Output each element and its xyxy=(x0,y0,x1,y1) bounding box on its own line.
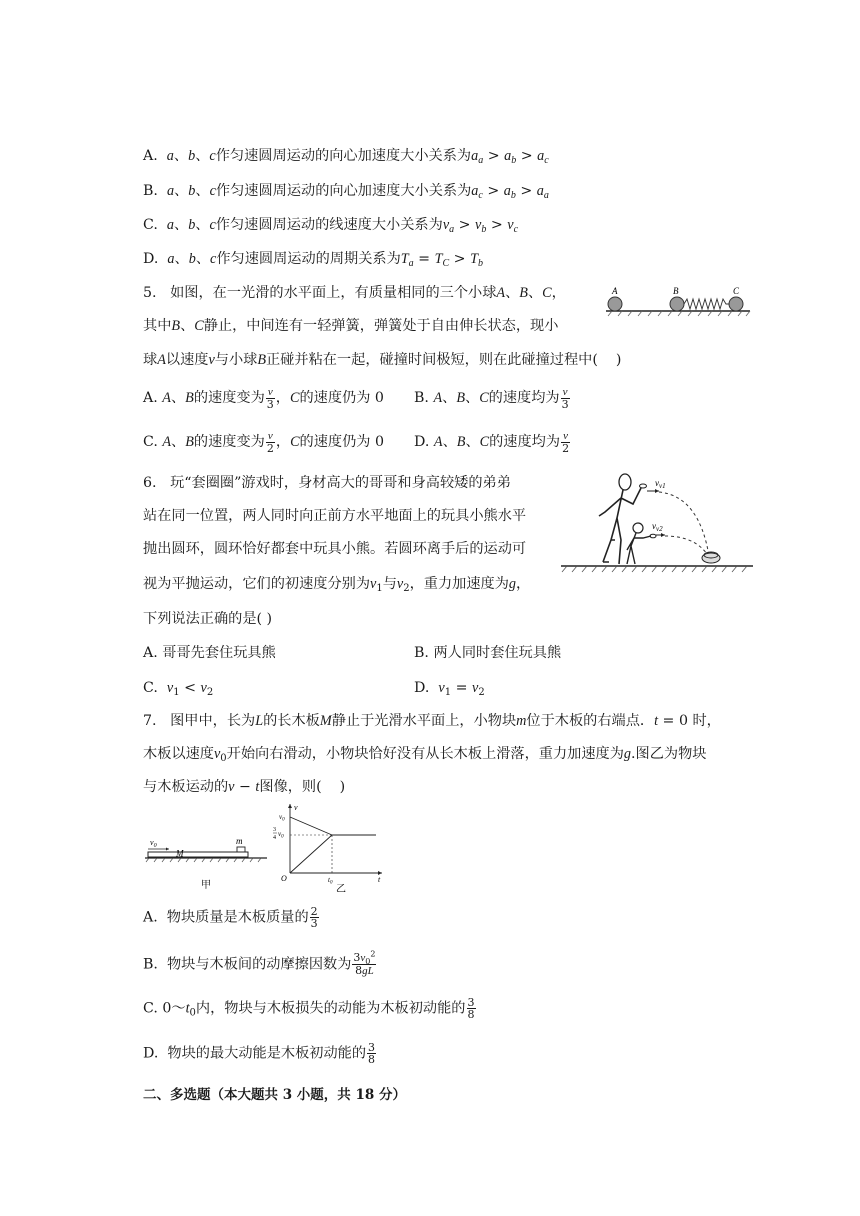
q7-fig-jia xyxy=(143,832,269,892)
q7-option-a: A. 物块质量是木板质量的 $\frac{2}{3}$ xyxy=(143,905,318,930)
tick-three-quarter-den: 4 xyxy=(273,835,276,841)
q6-stem-line-3: 抛出圆环，圆环恰好都套中玩具小熊。若圆环离手后的运动可 xyxy=(143,541,527,557)
q5-option-d: D. A、B、C的速度均为 $\frac{v}{2}$ xyxy=(414,430,570,455)
q4-option-d: D. a、b、c作匀速圆周运动的周期关系为$T_a = T_C > T_b$ xyxy=(143,251,483,269)
v0-label-jia: $v_0$ xyxy=(150,838,157,849)
caption-jia: 甲 xyxy=(201,880,211,891)
ball-b-label: B xyxy=(673,286,679,296)
q6-stem-line-5: 下列说法正确的是( ) xyxy=(143,611,273,627)
q6-option-d: D. $v_1 = v_2$ xyxy=(414,680,485,698)
v2-label: $v_{v2}$ xyxy=(652,521,663,533)
m-label: m xyxy=(236,836,243,846)
q6-option-c: C. $v_1 < v_2$ xyxy=(143,680,214,698)
ball-a-label: A xyxy=(612,286,618,296)
axis-t-label: t xyxy=(378,875,381,884)
q4-option-b: B. a、b、c作匀速圆周运动的向心加速度大小关系为$a_c > a_b > a_a$ xyxy=(143,183,549,201)
q5-stem-line-1: 5. 如图，在一光滑的水平面上，有质量相同的三个小球A、B、C， xyxy=(143,285,566,301)
q7-stem-line-1: 7. 图甲中，长为L的长木板M静止于光滑水平面上，小物块m位于木板的右端点．t = 0 时， xyxy=(143,713,721,729)
origin-label: O xyxy=(281,874,287,883)
v1-label: $v_{v1}$ xyxy=(655,478,666,490)
section-2-heading: 二、多选题（本大题共 3 小题，共 18 分） xyxy=(143,1087,406,1103)
q5-option-b: B. A、B、C的速度均为 $\frac{v}{3}$ xyxy=(414,386,569,411)
axis-v-label: v xyxy=(294,803,298,812)
q6-stem-line-1: 6. 玩“套圈圈”游戏时，身材高大的哥哥和身高较矮的弟弟 xyxy=(143,475,511,491)
q6-stem-line-4: 视为平抛运动，它们的初速度分别为$v_1$与$v_2$，重力加速度为g， xyxy=(143,576,531,594)
q5-option-c: C. A、B的速度变为 $\frac{v}{2}$ ，C的速度仍为 0 xyxy=(143,430,385,455)
q5-stem-line-2: 其中B、C静止，中间连有一轻弹簧，弹簧处于自由伸长状态，现小 xyxy=(143,318,559,334)
caption-yi: 乙 xyxy=(336,884,346,892)
tick-v0-label: $v_0$ xyxy=(279,813,285,823)
q5-option-a: A. A、B的速度变为 $\frac{v}{3}$ ，C的速度仍为 0 xyxy=(143,386,384,411)
q5-balls-spring-figure xyxy=(604,282,752,318)
tick-t0-label: $t_0$ xyxy=(328,876,333,886)
tick-three-quarter-num: 3 xyxy=(273,827,276,833)
q7-fig-yi-vt-graph xyxy=(272,800,388,892)
q5-stem-line-3: 球A以速度v与小球B正碰并粘在一起，碰撞时间极短，则在此碰撞过程中( ) xyxy=(143,352,622,368)
M-label: M xyxy=(176,848,184,859)
ball-c-label: C xyxy=(733,286,740,296)
q4-option-c: C. a、b、c作匀速圆周运动的线速度大小关系为$v_a > v_b > v_c$ xyxy=(143,217,519,235)
q7-stem-line-3: 与木板运动的v − t图像，则( ) xyxy=(143,779,346,795)
q7-option-d: D. 物块的最大动能是木板初动能的 $\frac{3}{8}$ xyxy=(143,1041,376,1066)
q6-ring-toss-figure xyxy=(559,466,755,576)
q4-option-a: A. a、b、c作匀速圆周运动的向心加速度大小关系为$a_a > a_b > a_c$ xyxy=(143,148,549,166)
q6-option-b: B. 两人同时套住玩具熊 xyxy=(414,645,562,661)
q7-option-c: C. $0\sim t_0$内，物块与木板损失的动能为木板初动能的 $\frac{3}{8}$ xyxy=(143,996,475,1021)
q6-stem-line-2: 站在同一位置，两人同时向正前方水平地面上的玩具小熊水平 xyxy=(143,508,527,524)
tick-3-4-v0-label: $v_0$ xyxy=(278,830,284,840)
q7-option-b: B. 物块与木板间的动摩擦因数为 $\frac{3v_0^2}{8gL}$ xyxy=(143,949,376,977)
q6-option-a: A. 哥哥先套住玩具熊 xyxy=(143,645,276,661)
q7-stem-line-2: 木板以速度$v_0$开始向右滑动，小物块恰好没有从长木板上滑落，重力加速度为g.图乙为物块 xyxy=(143,746,707,764)
